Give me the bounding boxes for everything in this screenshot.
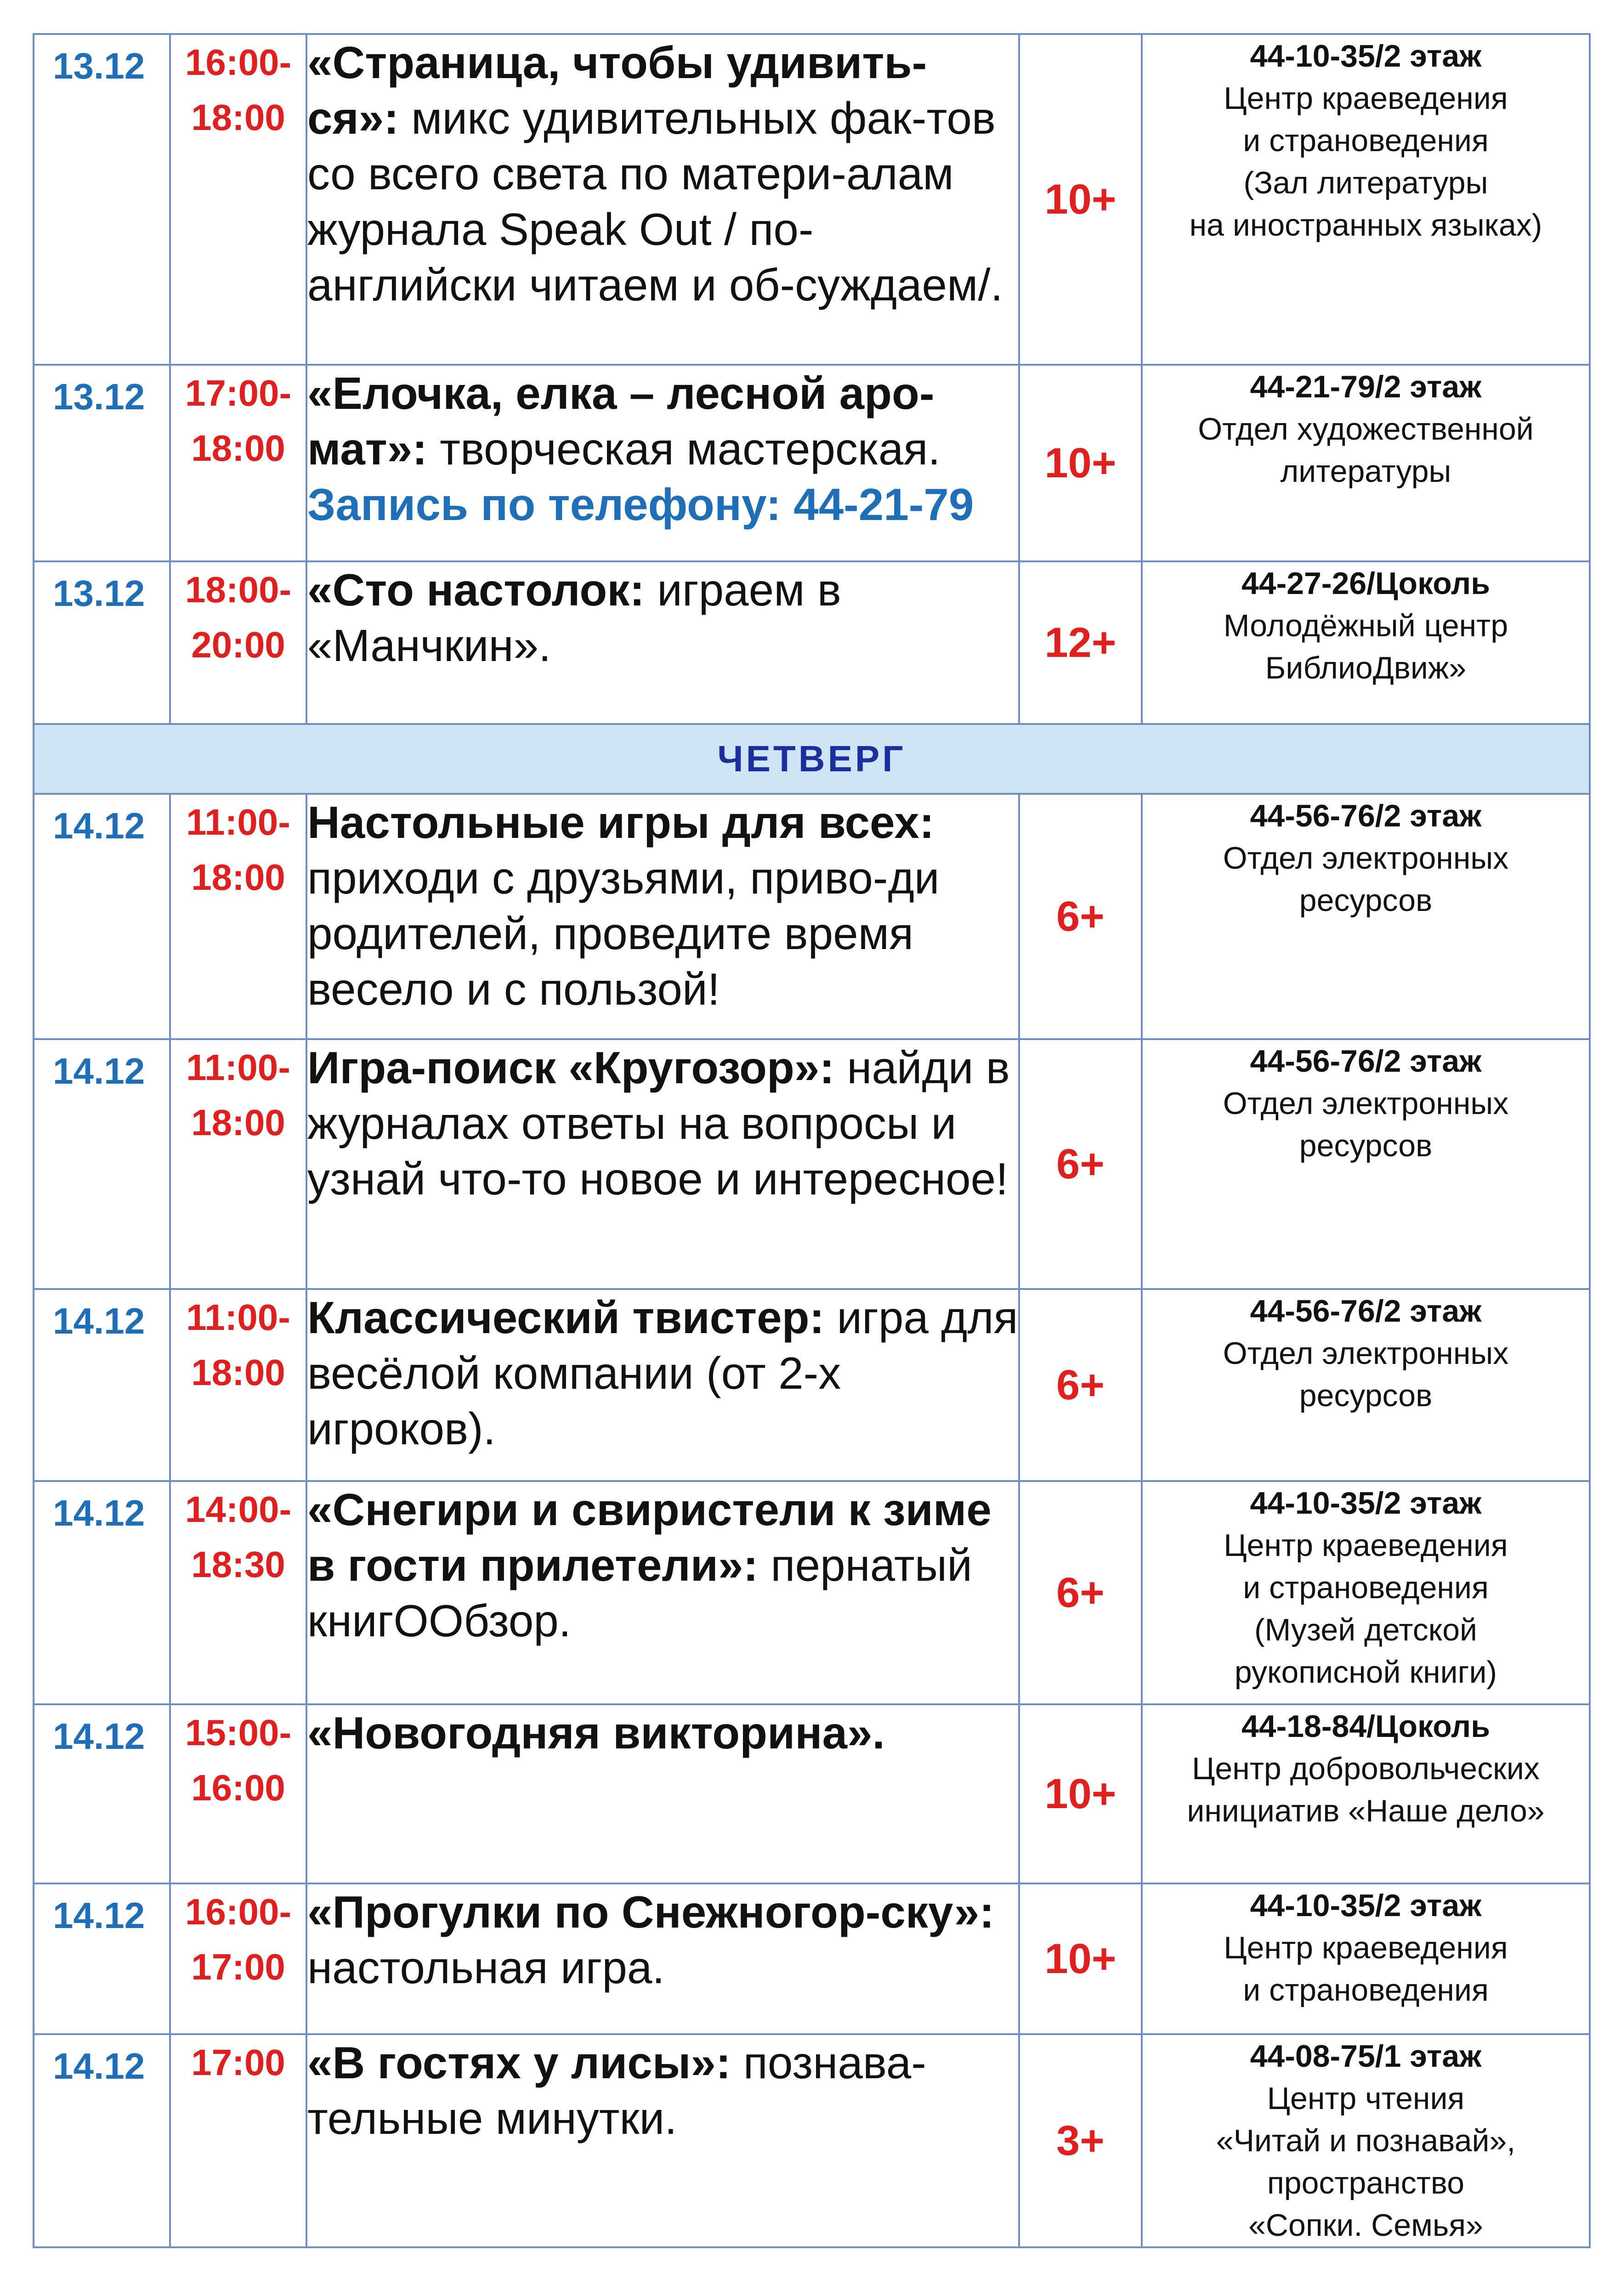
location-line: на иностранных языках) xyxy=(1189,208,1542,243)
date-cell xyxy=(34,1039,170,1289)
event-time-start: 11:00- xyxy=(186,802,290,843)
location-line: Центр добровольческих xyxy=(1192,1751,1540,1786)
event-title: «В гостях у лисы»: xyxy=(307,2037,731,2088)
event-title: «Новогодняя викторина». xyxy=(307,1708,885,1758)
location-phone: 44-56-76/2 этаж xyxy=(1250,1294,1482,1329)
location-phone: 44-10-35/2 этаж xyxy=(1250,1486,1482,1521)
event-description: пернатый книгООбзор. xyxy=(307,1540,972,1646)
event-title: «Прогулки по Снежногор-ску»: xyxy=(307,1887,994,1937)
location-line: (Зал литературы xyxy=(1243,165,1488,200)
day-header: ЧЕТВЕРГ xyxy=(717,738,906,779)
event-date: 13.12 xyxy=(53,45,145,86)
event-time-end: 20:00 xyxy=(191,624,285,665)
location-line: «Сопки. Семья» xyxy=(1248,2208,1483,2243)
location-phone: 44-56-76/2 этаж xyxy=(1250,1044,1482,1079)
age-rating: 3+ xyxy=(1019,2034,1142,2247)
event-description: играем в «Манчкин». xyxy=(307,565,841,671)
age-rating: 6+ xyxy=(1019,1039,1142,1289)
date-cell xyxy=(34,1883,170,2034)
event-title-cell xyxy=(306,365,1019,561)
event-title: Классический твистер: xyxy=(307,1292,825,1343)
event-time-start: 14:00- xyxy=(185,1489,292,1530)
event-date: 14.12 xyxy=(53,1301,145,1341)
day-header-row xyxy=(34,724,1590,794)
location-line: литературы xyxy=(1280,454,1451,489)
age-rating: 12+ xyxy=(1019,561,1142,724)
event-time-start: 11:00- xyxy=(186,1297,290,1338)
time-cell xyxy=(170,2034,306,2247)
event-title-cell xyxy=(306,1481,1019,1704)
event-title-cell xyxy=(306,1883,1019,2034)
date-cell xyxy=(34,1481,170,1704)
table-row xyxy=(34,1704,1590,1883)
event-time-start: 18:00- xyxy=(185,569,292,610)
table-row xyxy=(34,1039,1590,1289)
event-title: «Снегири и свиристели к зиме в гости прилетели»: xyxy=(307,1484,992,1590)
table-row xyxy=(34,1289,1590,1481)
event-title-cell xyxy=(306,34,1019,365)
event-title-cell xyxy=(306,2034,1019,2247)
event-time-start: 16:00- xyxy=(185,1891,292,1932)
location-line: Молодёжный центр xyxy=(1223,608,1508,643)
location-line: рукописной книги) xyxy=(1234,1655,1497,1690)
event-date: 14.12 xyxy=(53,1895,145,1936)
age-rating: 6+ xyxy=(1019,794,1142,1039)
location-line: инициатив «Наше дело» xyxy=(1187,1793,1545,1828)
event-time-start: 17:00- xyxy=(185,373,292,413)
event-date: 14.12 xyxy=(53,805,145,846)
event-time-end: 18:00 xyxy=(191,428,285,469)
location-line: БиблиоДвиж» xyxy=(1265,650,1467,685)
date-cell xyxy=(34,365,170,561)
location-line: пространство xyxy=(1267,2166,1465,2200)
schedule-table xyxy=(33,33,1591,2248)
event-title: «Елочка, елка – лесной аро-мат»: xyxy=(307,368,935,474)
age-rating: 10+ xyxy=(1019,1704,1142,1883)
event-time-end: 18:00 xyxy=(191,1102,285,1143)
location-phone: 44-27-26/Цоколь xyxy=(1241,566,1491,601)
location-line: Центр краеведения xyxy=(1224,1528,1508,1563)
event-time-end: 18:00 xyxy=(191,857,285,898)
location-line: и страноведения xyxy=(1243,1973,1489,2008)
location-line: Центр краеведения xyxy=(1224,81,1508,116)
event-date: 14.12 xyxy=(53,1493,145,1533)
location-line: Центр чтения xyxy=(1267,2081,1465,2116)
date-cell xyxy=(34,1704,170,1883)
event-title: Игра-поиск «Кругозор»: xyxy=(307,1042,834,1093)
age-rating: 10+ xyxy=(1019,365,1142,561)
event-description: познава-тельные минутки. xyxy=(307,2037,926,2143)
location-line: Отдел электронных xyxy=(1223,1086,1509,1121)
event-description: игра для весёлой компании (от 2-х игроков). xyxy=(307,1292,1018,1454)
location-phone: 44-56-76/2 этаж xyxy=(1250,798,1482,833)
event-title-cell xyxy=(306,794,1019,1039)
time-cell xyxy=(170,794,306,1039)
event-time-start: 15:00- xyxy=(185,1712,292,1753)
event-description: творческая мастерская. xyxy=(427,424,941,474)
time-cell xyxy=(170,1039,306,1289)
time-cell xyxy=(170,561,306,724)
event-date: 13.12 xyxy=(53,376,145,417)
event-time-end: 18:00 xyxy=(191,97,285,138)
location-cell xyxy=(1142,1289,1590,1481)
time-cell xyxy=(170,1883,306,2034)
event-date: 13.12 xyxy=(53,573,145,614)
event-time-end: 18:00 xyxy=(191,1352,285,1393)
time-cell xyxy=(170,365,306,561)
event-time-start: 11:00- xyxy=(186,1047,290,1088)
location-line: Центр краеведения xyxy=(1224,1930,1508,1965)
date-cell xyxy=(34,34,170,365)
location-cell xyxy=(1142,365,1590,561)
event-description: найди в журналах ответы на вопросы и узнай что-то новое и интересное! xyxy=(307,1042,1010,1204)
time-cell xyxy=(170,1481,306,1704)
schedule-body xyxy=(34,34,1590,2247)
age-rating: 6+ xyxy=(1019,1481,1142,1704)
location-phone: 44-10-35/2 этаж xyxy=(1250,39,1482,74)
location-cell xyxy=(1142,1704,1590,1883)
event-date: 14.12 xyxy=(53,1051,145,1091)
event-date: 14.12 xyxy=(53,2046,145,2087)
event-time-end: 17:00 xyxy=(191,1946,285,1987)
event-title-cell xyxy=(306,1704,1019,1883)
location-line: «Читай и познавай», xyxy=(1216,2123,1516,2158)
location-line: Отдел электронных xyxy=(1223,1336,1509,1371)
time-cell xyxy=(170,1289,306,1481)
table-row xyxy=(34,365,1590,561)
location-line: и страноведения xyxy=(1243,1570,1489,1605)
location-cell xyxy=(1142,2034,1590,2247)
event-title-cell xyxy=(306,1039,1019,1289)
table-row xyxy=(34,561,1590,724)
table-row xyxy=(34,34,1590,365)
location-phone: 44-21-79/2 этаж xyxy=(1250,369,1482,404)
event-time-end: 18:30 xyxy=(191,1544,285,1585)
location-cell xyxy=(1142,561,1590,724)
age-rating: 10+ xyxy=(1019,34,1142,365)
table-row xyxy=(34,1481,1590,1704)
location-cell xyxy=(1142,1883,1590,2034)
event-time-end: 16:00 xyxy=(191,1767,285,1808)
location-line: (Музей детской xyxy=(1254,1612,1478,1647)
location-line: и страноведения xyxy=(1243,123,1489,158)
date-cell xyxy=(34,794,170,1039)
date-cell xyxy=(34,2034,170,2247)
date-cell xyxy=(34,1289,170,1481)
event-title: «Страница, чтобы удивить-ся»: xyxy=(307,37,927,143)
location-line: Отдел электронных xyxy=(1223,841,1509,876)
location-phone: 44-10-35/2 этаж xyxy=(1250,1888,1482,1923)
event-time-start: 16:00- xyxy=(185,42,292,83)
location-line: ресурсов xyxy=(1299,1128,1433,1163)
age-rating: 10+ xyxy=(1019,1883,1142,2034)
event-description: микс удивительных фак-тов со всего света по матери-алам журнала Speak Out / по-английски читаем и об-суждаем/. xyxy=(307,93,1003,310)
event-time-start: 17:00 xyxy=(191,2042,285,2083)
location-line: ресурсов xyxy=(1299,1378,1433,1413)
location-phone: 44-18-84/Цоколь xyxy=(1241,1709,1491,1744)
time-cell xyxy=(170,1704,306,1883)
event-title: Настольные игры для всех: xyxy=(307,797,935,848)
table-row xyxy=(34,1883,1590,2034)
event-description: приходи с друзьями, приво-ди родителей, проведите время весело и с пользой! xyxy=(307,853,940,1014)
table-row xyxy=(34,794,1590,1039)
day-header-cell xyxy=(34,724,1590,794)
location-cell xyxy=(1142,1481,1590,1704)
location-line: Отдел художественной xyxy=(1198,412,1534,447)
event-date: 14.12 xyxy=(53,1716,145,1757)
location-cell xyxy=(1142,1039,1590,1289)
age-rating: 6+ xyxy=(1019,1289,1142,1481)
time-cell xyxy=(170,34,306,365)
event-title-cell xyxy=(306,561,1019,724)
location-cell xyxy=(1142,34,1590,365)
location-phone: 44-08-75/1 этаж xyxy=(1250,2039,1482,2074)
event-title-cell xyxy=(306,1289,1019,1481)
date-cell xyxy=(34,561,170,724)
event-description: настольная игра. xyxy=(307,1942,665,1993)
event-signup-note: Запись по телефону: 44-21-79 xyxy=(307,479,974,530)
table-row xyxy=(34,2034,1590,2247)
location-line: ресурсов xyxy=(1299,883,1433,918)
location-cell xyxy=(1142,794,1590,1039)
event-title: «Сто настолок: xyxy=(307,565,645,615)
